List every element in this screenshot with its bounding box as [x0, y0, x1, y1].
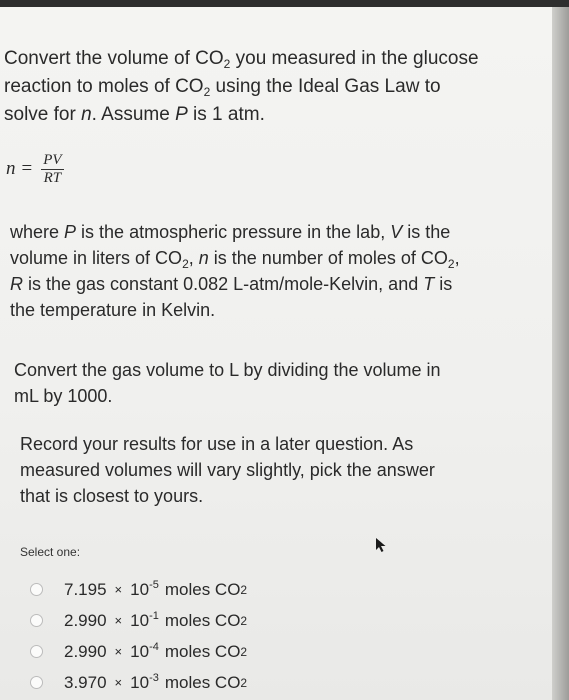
definitions-line-4: the temperature in Kelvin. — [10, 300, 216, 320]
option-power: $10^{-1}$ — [130, 609, 159, 630]
radio-circle-icon[interactable] — [30, 614, 43, 627]
convert-line-1: Convert the gas volume to L by dividing the volume in — [14, 360, 441, 380]
definitions-line-3: R is the gas constant 0.082 L-atm/mole-Kelvin, and T is — [10, 274, 453, 294]
screen-edge — [552, 7, 569, 700]
radio-circle-icon[interactable] — [30, 676, 43, 689]
top-bar — [0, 0, 569, 7]
option-unit: moles CO — [164, 579, 241, 599]
convert-instruction — [14, 357, 514, 409]
definitions-line-1: where P is the atmospheric pressure in the lab, V is the — [10, 222, 451, 242]
formula-denominator: RT — [43, 169, 62, 186]
formula-fraction — [41, 152, 63, 187]
question-line-3: solve for n. Assume P is 1 atm. — [4, 104, 265, 125]
record-instruction — [20, 431, 500, 509]
select-one-label: Select one: — [20, 545, 81, 559]
radio-circle-icon[interactable] — [30, 645, 43, 658]
option-mantissa: 7.195 — [64, 579, 107, 599]
record-line-2: measured volumes will vary slightly, pick the answer — [20, 460, 435, 480]
option-power: $10^{-4}$ — [130, 640, 159, 661]
radio-circle-icon[interactable] — [30, 583, 43, 596]
question-card — [0, 7, 552, 700]
question-line-1: Convert the volume of $CO_2$ you measured in the glucose — [4, 48, 479, 71]
formula-lhs: n — [6, 158, 16, 179]
record-line-1: Record your results for use in a later question. As — [20, 434, 414, 454]
option-times: × — [114, 644, 123, 659]
definitions-line-2: volume in liters of $CO_2$, n is the number of moles of $CO_2$, — [10, 248, 460, 271]
answer-option-1[interactable]: 7.195 × $10^{-5}$ moles CO 2 — [20, 574, 530, 605]
variable-definitions — [10, 219, 530, 323]
formula-numerator: PV — [43, 151, 62, 168]
option-unit: moles CO — [164, 610, 241, 630]
convert-line-2: mL by 1000. — [14, 386, 113, 406]
option-times: × — [114, 675, 123, 690]
option-times: × — [114, 582, 123, 597]
answer-option-4[interactable]: 3.970 × $10^{-3}$ moles CO 2 — [20, 667, 530, 698]
answer-options — [20, 545, 530, 698]
option-unit: moles CO — [164, 672, 241, 692]
option-mantissa: 3.970 — [64, 672, 107, 692]
formula-equals: = — [21, 158, 33, 179]
record-line-3: that is closest to yours. — [20, 486, 204, 506]
option-power: $10^{-3}$ — [130, 671, 159, 692]
ideal-gas-formula — [6, 149, 64, 189]
answer-option-2[interactable]: 2.990 × $10^{-1}$ moles CO 2 — [20, 605, 530, 636]
option-mantissa: 2.990 — [64, 610, 107, 630]
question-text — [4, 45, 544, 129]
option-times: × — [114, 613, 123, 628]
option-unit: moles CO — [164, 641, 241, 661]
option-mantissa: 2.990 — [64, 641, 107, 661]
answer-option-3[interactable]: 2.990 × $10^{-4}$ moles CO 2 — [20, 636, 530, 667]
option-power: $10^{-5}$ — [130, 578, 159, 599]
question-line-2: reaction to moles of $CO_2$ using the Ideal Gas Law to — [4, 76, 441, 99]
